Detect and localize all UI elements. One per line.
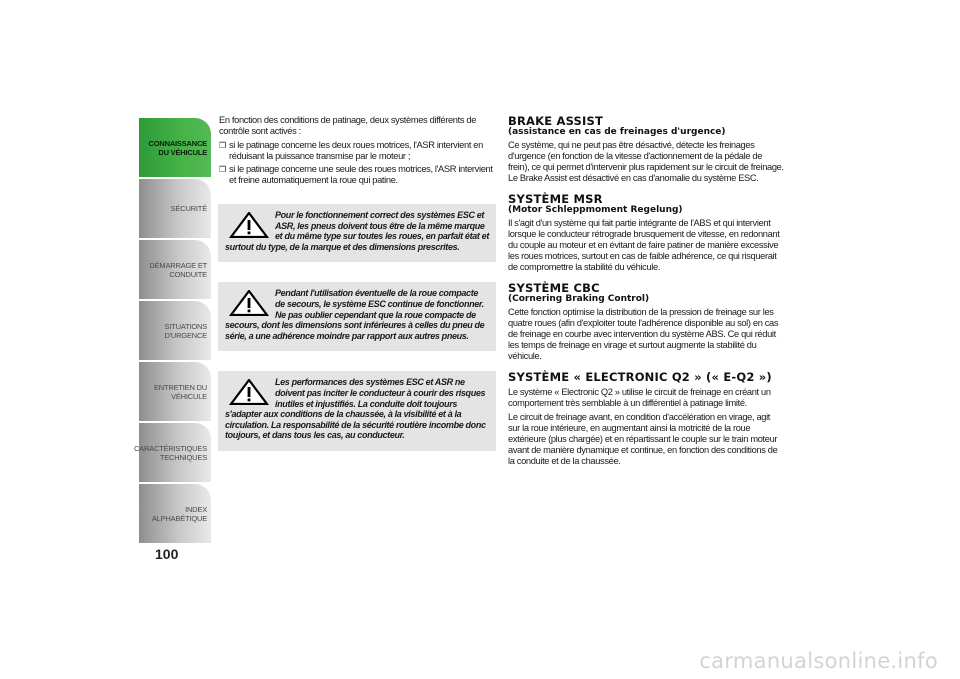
warning-text: Pour le fonctionnement correct des systèmes ESC et ASR, les pneus doivent tous être de la même marque et du même type sur toutes les roues, en parfait état et surtout du type, de la marque et des dimensions prescrites. — [225, 210, 489, 252]
tab-securite[interactable] — [139, 179, 211, 238]
tab-index-alphabetique[interactable] — [139, 484, 211, 543]
tab-label: INDEX ALPHABÉTIQUE — [151, 504, 207, 523]
tab-label: CONNAISSANCE DU VÉHICULE — [148, 138, 207, 157]
section-brake-assist — [508, 115, 784, 184]
tab-label: SITUATIONS D'URGENCE — [164, 321, 207, 340]
section-title: BRAKE ASSIST — [508, 114, 604, 128]
tab-situations-d-urgence[interactable] — [139, 301, 211, 360]
section-title: SYSTÈME CBC — [508, 281, 600, 295]
section-title: SYSTÈME MSR — [508, 192, 603, 206]
checkbox-bullet-icon: ❒ — [219, 165, 226, 174]
section-paragraph: Ce système, qui ne peut pas être désactivé, détecte les freinages d'urgence (en fonction de la vitesse d'actionnement de la pédale de frein), ce qui permet d'intervenir plus rapidement sur le circuit de freinage. Le Brake Assist est désactivé en cas d'anomalie du système ESC. — [508, 140, 784, 183]
intro-paragraph: En fonction des conditions de patinage, deux systèmes différents de contrôle sont activés : — [219, 115, 477, 136]
section-cbc — [508, 282, 784, 362]
right-column — [508, 115, 784, 476]
warning-text: Pendant l'utilisation éventuelle de la roue compacte de secours, le système ESC continue de fonctionner. Ne pas oublier cependant que la roue compacte de secours, dont les dimensions sont inférieures à celles du pneu de série, a une adhérence moindre par rapport aux autres pneus. — [225, 288, 485, 341]
checkbox-bullet-icon: ❒ — [219, 141, 226, 150]
section-paragraph: Le système « Electronic Q2 » utilise le circuit de freinage en créant un comportement très semblable à un différentiel à patinage limité. — [508, 387, 771, 408]
warning-triangle-icon — [229, 379, 269, 405]
section-subtitle: (Motor Schleppmoment Regelung) — [508, 205, 683, 215]
page-number: 100 — [155, 546, 179, 562]
list-item — [219, 164, 495, 186]
tab-entretien-du-vehicule[interactable] — [139, 362, 211, 421]
section-subtitle: (Cornering Braking Control) — [508, 294, 650, 304]
section-electronic-q2 — [508, 371, 784, 467]
section-paragraph: Le circuit de freinage avant, en condition d'accélération en virage, agit sur la roue intérieure, en augmentant ainsi la motricité de la roue extérieure (plus chargée) et en répartissant le couple sur le train moteur avant de manière dynamique et continue, en fonction des conditions de la conduite et de la chaussée. — [508, 412, 778, 466]
tab-demarrage-et-conduite[interactable] — [139, 240, 211, 299]
section-paragraph: Cette fonction optimise la distribution de la pression de freinage sur les quatre roues (afin d'exploiter toute l'adhérence disponible au sol) en cas de freinage en courbe avec intervention du système ABS. Ce qui réduit les temps de freinage en virage et surtout augmente la stabilité du véhicule. — [508, 307, 779, 361]
tab-connaissance-du-vehicule[interactable] — [139, 118, 211, 177]
section-paragraph: Il s'agit d'un système qui fait partie intégrante de l'ABS et qui intervient lorsque le conducteur rétrograde brusquement de vitesse, en redonnant du couple au moteur et en évitant de faire patiner de manière excessive les roues motrices, surtout en cas de faible adhérence, ce qui risquerait de compromettre la stabilité du véhicule. — [508, 218, 780, 272]
warning-box — [218, 204, 496, 262]
bullet-list — [219, 140, 495, 186]
watermark: carmanualsonline.info — [699, 649, 938, 673]
section-title: SYSTÈME « ELECTRONIC Q2 » (« E-Q2 ») — [508, 370, 772, 384]
tab-label: CARACTÉRISTIQUES TECHNIQUES — [133, 443, 207, 462]
bullet-text: si le patinage concerne une seule des roues motrices, l'ASR intervient et freine automatiquement la roue qui patine. — [229, 164, 493, 185]
list-item — [219, 140, 495, 162]
tab-caracteristiques-techniques[interactable] — [133, 423, 211, 482]
warning-box — [218, 282, 496, 351]
section-msr — [508, 193, 784, 273]
warning-triangle-icon — [229, 212, 269, 238]
warning-text: Les performances des systèmes ESC et ASR ne doivent pas inciter le conducteur à courir des risques inutiles et injustifiés. La conduite doit toujours s'adapter aux conditions de la chaussée, à la visibilité et à la circulation. La responsabilité de la sécurité routière incombe donc toujours, et dans tous les cas, au conducteur. — [225, 377, 486, 441]
bullet-text: si le patinage concerne les deux roues motrices, l'ASR intervient en réduisant la puissance transmise par le moteur ; — [229, 140, 483, 161]
section-subtitle: (assistance en cas de freinages d'urgence) — [508, 127, 726, 137]
chapter-sidebar — [133, 118, 211, 545]
left-column — [219, 115, 495, 451]
tab-label: ENTRETIEN DU VÉHICULE — [153, 382, 207, 401]
warning-box — [218, 371, 496, 451]
tab-label: SÉCURITÉ — [170, 204, 207, 213]
tab-label: DÉMARRAGE ET CONDUITE — [149, 260, 207, 279]
warning-triangle-icon — [229, 290, 269, 316]
